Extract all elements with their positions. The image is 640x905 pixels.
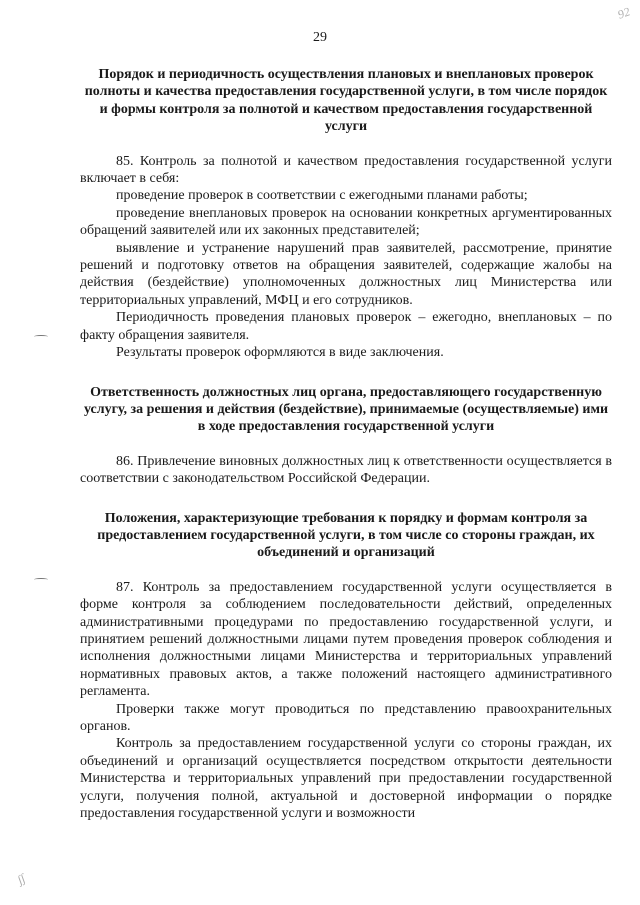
paragraph-85: 85. Контроль за полнотой и качеством предоставления государственной услуги включает в себя: bbox=[80, 153, 612, 187]
paragraph-law-enforcement: Проверки также могут проводиться по представлению правоохранительных органов. bbox=[80, 701, 612, 734]
paragraph-86: 86. Привлечение виновных должностных лиц к ответственности осуществляется в соответствии с законодательством Российской Федерации. bbox=[80, 453, 612, 487]
document-body bbox=[80, 66, 612, 822]
paragraph-87: 87. Контроль за предоставлением государственной услуги осуществляется в форме контроля за соблюдением последовательности действий, определенных административными процедурами по предоставлению государственной услуги, и принятием решений должностными лицами путем проведения проверок соблюдения и исполнения должностными лицами Министерства и территориальных управлений нормативных правовых актов, а также положений настоящего административного регламента. bbox=[80, 579, 612, 700]
paragraph-unplanned-checks: проведение внеплановых проверок на основании конкретных аргументированных обращений заявителей или их законных представителей; bbox=[80, 205, 612, 239]
section-heading-control-requirements: Положения, характеризующие требования к порядку и формам контроля за предоставлением государственной услуги, в том числе со стороны граждан, их объединений и организаций bbox=[97, 510, 595, 561]
bottom-scribble-mark: ʃʃ bbox=[14, 871, 28, 887]
margin-mark-1 bbox=[34, 335, 48, 338]
section-heading-control-checks: Порядок и периодичность осуществления плановых и внеплановых проверок полноты и качества предоставления государственной услуги, в том числе порядок и формы контроля за полнотой и качеством предоставления государственной услуги bbox=[84, 67, 608, 135]
margin-mark-2 bbox=[34, 578, 48, 581]
paragraph-public-control: Контроль за предоставлением государственной услуги со стороны граждан, их объединений и организаций осуществляется посредством открытости деятельности Министерства и территориальных управлений при предоставлении государственной услуги, получения полной, актуальной и достоверной информации о порядке предоставления государственной услуги и возможности bbox=[80, 736, 612, 822]
paragraph-violations: выявление и устранение нарушений прав заявителей, рассмотрение, принятие решений и подготовку ответов на обращения заявителей, содержащие жалобы на действия (бездействие) уполномоченных должностных лиц Министерства или территориальных управлений, МФЦ и его сотрудников. bbox=[80, 240, 612, 308]
paragraph-results: Результаты проверок оформляются в виде заключения. bbox=[116, 345, 444, 361]
paragraph-planned-checks: проведение проверок в соответствии с ежегодными планами работы; bbox=[116, 188, 528, 204]
paragraph-periodicity: Периодичность проведения плановых проверок – ежегодно, внеплановых – по факту обращения заявителя. bbox=[80, 310, 612, 343]
page-number: 29 bbox=[313, 30, 327, 45]
section-heading-responsibility: Ответственность должностных лиц органа, предоставляющего государственную услугу, за решения и действия (бездействие), принимаемые (осуществляемые) ими в ходе предоставления государственной услуги bbox=[83, 384, 609, 435]
corner-handwritten-mark: 92 bbox=[615, 4, 632, 22]
